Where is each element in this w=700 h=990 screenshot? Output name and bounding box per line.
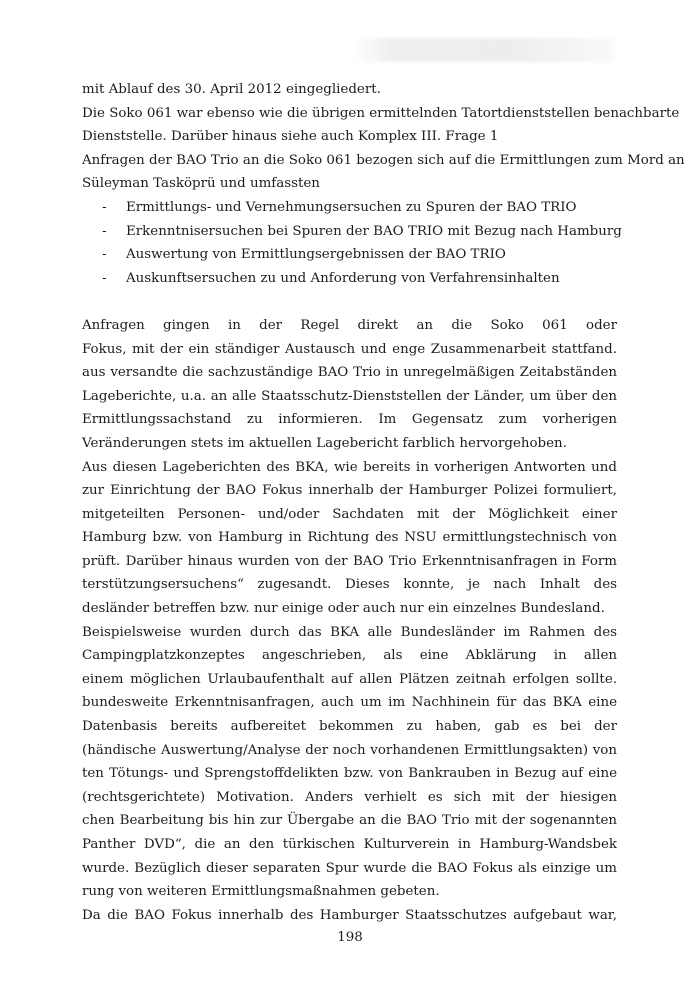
text-line: Anfragen gingen in der Regel direkt an die Soko 061 oder (82, 317, 617, 333)
text-line: prüft. Darüber hinaus wurden von der BAO Trio Erkenntnisanfragen in Form (82, 553, 617, 569)
text-line: mitgeteilten Personen- und/oder Sachdaten mit der Möglichkeit einer (82, 506, 617, 522)
request-types-list (82, 196, 622, 290)
text-line: (rechtsgerichtete) Motivation. Anders verhielt es sich mit der hiesigen (82, 789, 617, 805)
text-line: Panther DVD“, die an den türkischen Kulturverein in Hamburg-Wandsbek (82, 837, 617, 852)
text-line: Ermittlungssachstand zu informieren. Im Gegensatz zum vorherigen (82, 412, 617, 428)
text-line: Fokus, mit der ein ständiger Austausch und enge Zusammenarbeit stattfand. (82, 341, 617, 357)
paragraph-lageberichte (82, 456, 617, 621)
paragraph-requests (82, 314, 617, 456)
header-scan-artifact (352, 38, 614, 62)
text-line: wurde. Bezüglich dieser separaten Spur wurde die BAO Fokus als einzige um (82, 860, 617, 876)
list-item (82, 267, 617, 291)
page-body (82, 78, 685, 927)
text-line: Veränderungen stets im aktuellen Lagebericht farblich hervorgehoben. (82, 435, 567, 451)
text-line: aus versandte die sachzuständige BAO Trio in unregelmäßigen Zeitabständen (82, 365, 617, 381)
list-item (82, 220, 622, 244)
text-line: einem möglichen Urlaubaufenthalt auf allen Plätzen zeitnah erfolgen sollte. (82, 671, 617, 687)
paragraph-examples (82, 621, 617, 904)
text-line: Da die BAO Fokus innerhalb des Hamburger Staatsschutzes aufgebaut war, (82, 907, 617, 923)
text-line: Aus diesen Lageberichten des BKA, wie bereits in vorherigen Antworten und (82, 459, 617, 475)
list-item (82, 243, 617, 267)
text-line: (händische Auswertung/Analyse der noch vorhandenen Ermittlungsakten) von (82, 742, 617, 758)
text-line: Hamburg bzw. von Hamburg in Richtung des NSU ermittlungstechnisch von (82, 530, 617, 546)
intro-line: Dienststelle. Darüber hinaus siehe auch Komplex III. Frage 1 (82, 129, 499, 145)
intro-line: Die Soko 061 war ebenso wie die übrigen ermittelnden Tatortdienststellen benachbarte (82, 105, 680, 121)
list-item-text: Auskunftsersuchen zu und Anforderung von Verfahrensinhalten (126, 270, 560, 286)
text-line: terstützungsersuchens“ zugesandt. Dieses konnte, je nach Inhalt des (82, 577, 617, 593)
text-line: desländer betreffen bzw. nur einige oder auch nur ein einzelnes Bundesland. (82, 601, 605, 617)
bullet-dash: - (102, 223, 107, 239)
paragraph-gap (82, 290, 617, 314)
list-item-text: Ermittlungs- und Vernehmungsersuchen zu Spuren der BAO TRIO (126, 199, 577, 215)
text-line: rung von weiteren Ermittlungsmaßnahmen gebeten. (82, 884, 440, 900)
paragraph-staatsschutz (82, 904, 617, 928)
bullet-dash: - (102, 199, 107, 215)
text-line: Beispielsweise wurden durch das BKA alle Bundesländer im Rahmen des (82, 624, 617, 640)
bullet-dash: - (102, 247, 107, 263)
list-item (82, 196, 617, 220)
list-item-text: Erkenntnisersuchen bei Spuren der BAO TRIO mit Bezug nach Hamburg (126, 223, 622, 239)
text-line: bundesweite Erkenntnisanfragen, auch um im Nachhinein für das BKA eine (82, 695, 617, 711)
text-line: zur Einrichtung der BAO Fokus innerhalb der Hamburger Polizei formuliert, (82, 483, 617, 499)
list-item-text: Auswertung von Ermittlungsergebnissen der BAO TRIO (126, 247, 506, 263)
intro-line: Süleyman Tasköprü und umfassten (82, 176, 320, 192)
text-line: Campingplatzkonzeptes angeschrieben, als eine Abklärung in allen (82, 648, 617, 664)
bullet-dash: - (102, 270, 107, 286)
text-line: Lageberichte, u.a. an alle Staatsschutz-Dienststellen der Länder, um über den (82, 388, 617, 404)
text-line: chen Bearbeitung bis hin zur Übergabe an die BAO Trio mit der sogenannten (82, 813, 617, 829)
page-number: 198 (337, 930, 363, 945)
intro-line: mit Ablauf des 30. April 2012 eingegliedert. (82, 82, 381, 97)
intro-block (82, 78, 685, 196)
text-line: ten Tötungs- und Sprengstoffdelikten bzw. von Bankrauben in Bezug auf eine (82, 766, 617, 782)
text-line: Datenbasis bereits aufbereitet bekommen zu haben, gab es bei der (82, 719, 617, 735)
intro-line: Anfragen der BAO Trio an die Soko 061 bezogen sich auf die Ermittlungen zum Mord an (82, 152, 685, 168)
